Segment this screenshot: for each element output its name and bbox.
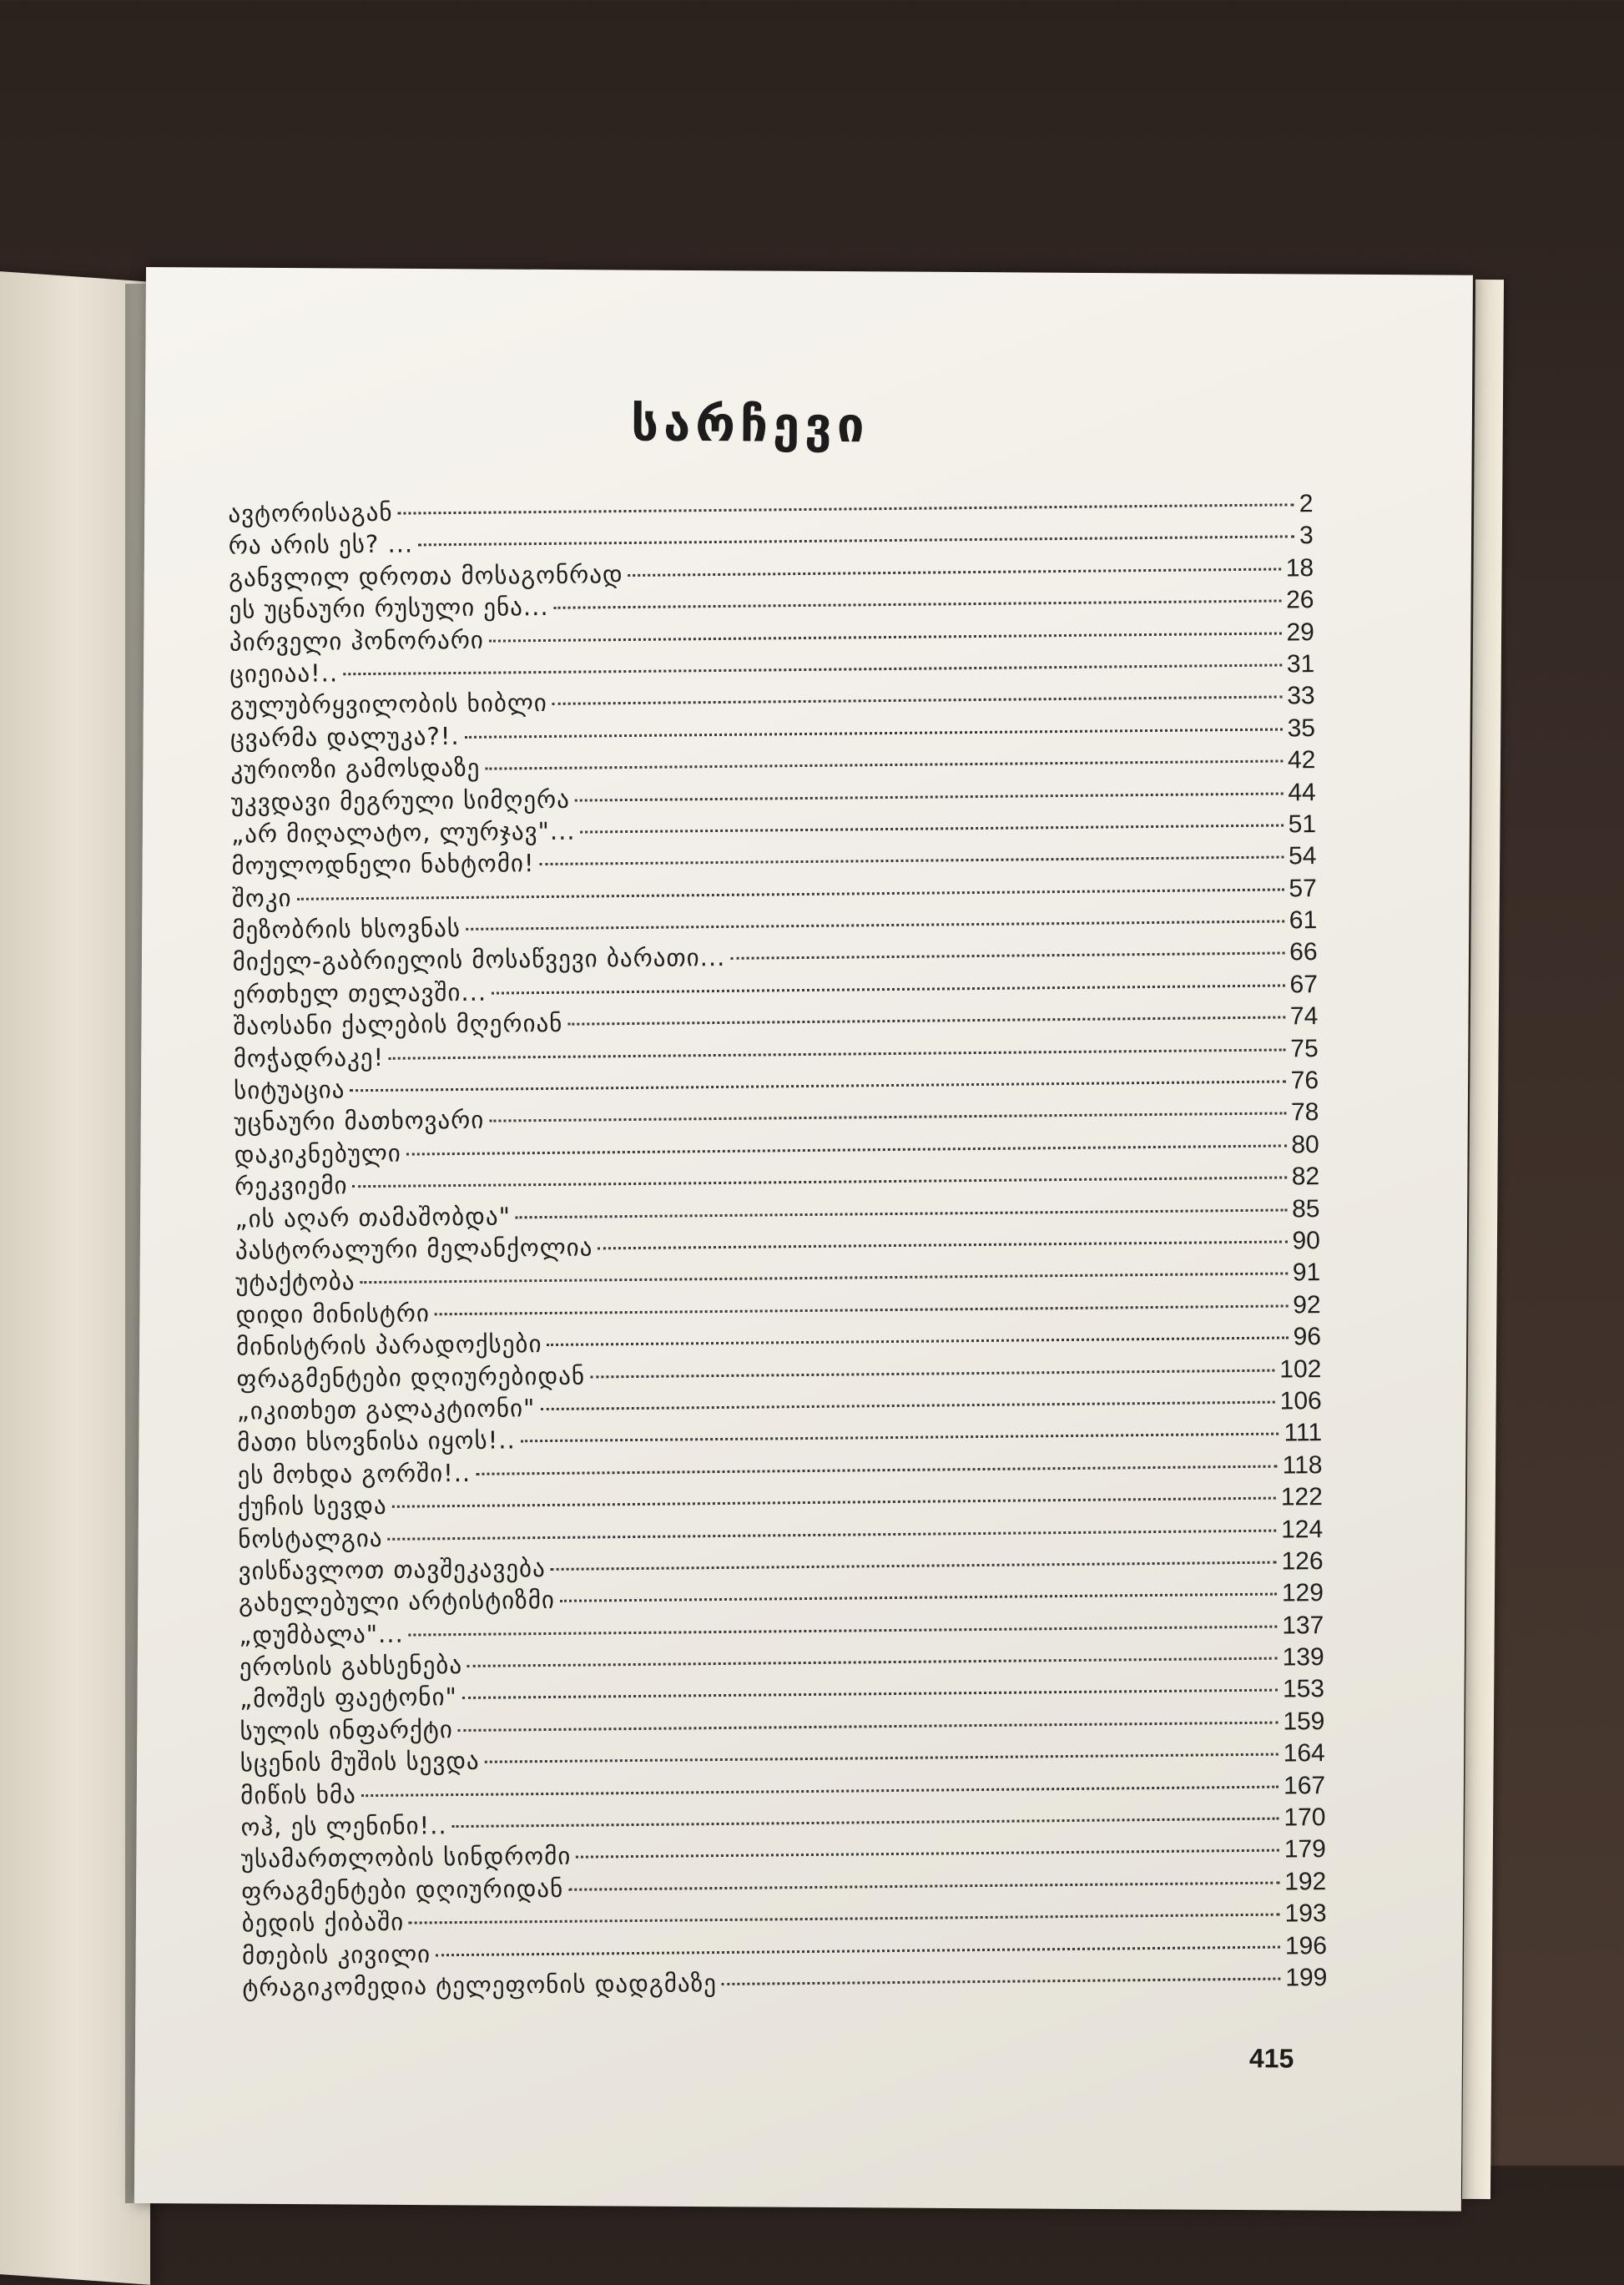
toc-entry-title: მოულოდნელი ნახტომი! xyxy=(231,849,535,880)
toc-entry-title: დაკიკნებული xyxy=(234,1138,401,1169)
dot-leader xyxy=(398,503,1294,514)
toc-entry-page: 96 xyxy=(1293,1323,1322,1351)
dot-leader xyxy=(568,1881,1279,1890)
toc-entry-page: 102 xyxy=(1279,1354,1322,1384)
toc-entry-title: გულუბრყვილობის ხიბლი xyxy=(229,689,547,720)
page-number: 415 xyxy=(1248,2043,1294,2074)
toc-entry-title: უტაქტობა xyxy=(235,1267,356,1297)
toc-entry-page: 159 xyxy=(1283,1707,1325,1736)
toc-entry-page: 80 xyxy=(1291,1130,1319,1159)
dot-leader xyxy=(343,663,1282,675)
toc-entry-title: უსამართლობის სინდრომი xyxy=(240,1842,572,1874)
dot-leader xyxy=(485,1753,1279,1763)
toc-entry-page: 129 xyxy=(1281,1579,1324,1607)
dot-leader xyxy=(575,792,1284,801)
dot-leader xyxy=(722,1978,1280,1985)
dot-leader xyxy=(581,824,1284,833)
dot-leader xyxy=(489,1112,1286,1122)
toc-entry-title: მოჭადრაკე! xyxy=(233,1042,385,1073)
toc-entry-page: 26 xyxy=(1285,586,1314,614)
toc-entry-page: 85 xyxy=(1291,1194,1320,1223)
dot-leader xyxy=(462,1689,1278,1699)
toc-entry-page: 66 xyxy=(1289,938,1318,966)
toc-entry-page: 54 xyxy=(1288,842,1317,870)
toc-entry-page: 82 xyxy=(1291,1163,1320,1191)
toc-entry-title: მიქელ-გაბრიელის მოსაწვევი ბარათი... xyxy=(232,943,726,977)
toc-entry-title: ნოსტალგია xyxy=(238,1523,383,1554)
book-page xyxy=(134,267,1473,2212)
toc-entry-page: 44 xyxy=(1288,778,1316,806)
toc-entry-title: სიტუაცია xyxy=(233,1075,345,1105)
toc-entry-page: 118 xyxy=(1282,1450,1323,1480)
dot-leader xyxy=(540,856,1284,866)
toc-entry-title: მიწის ხმა xyxy=(240,1779,356,1810)
toc-entry-title: პირველი ჰონორარი xyxy=(229,625,484,657)
dot-leader xyxy=(516,1208,1287,1218)
dot-leader xyxy=(485,760,1283,770)
toc-entry-title: ავტორისაგან xyxy=(228,497,393,528)
toc-entry-page: 124 xyxy=(1280,1515,1324,1544)
dot-leader xyxy=(409,1625,1278,1636)
toc-entry-page: 167 xyxy=(1283,1771,1326,1800)
dot-leader xyxy=(540,1401,1274,1410)
toc-entry-page: 170 xyxy=(1284,1803,1326,1832)
dot-leader xyxy=(598,1240,1287,1249)
toc-entry-page: 78 xyxy=(1290,1098,1319,1127)
toc-entry-page: 164 xyxy=(1283,1739,1325,1768)
toc-entry-page: 193 xyxy=(1284,1899,1327,1928)
dot-leader xyxy=(353,1177,1287,1188)
dot-leader xyxy=(361,1785,1279,1797)
dot-leader xyxy=(467,1657,1278,1667)
toc-entry-title: ციეიაა!.. xyxy=(229,658,339,689)
dot-leader xyxy=(576,1849,1279,1859)
toc-entry-page: 67 xyxy=(1289,970,1319,999)
dot-leader xyxy=(418,536,1294,547)
toc-entry-title: „დუმბალა"... xyxy=(239,1619,404,1650)
toc-entry-title: დიდი მინისტრი xyxy=(235,1299,431,1329)
toc-entry-title: მათი ხსოვნისა იყოს!.. xyxy=(236,1425,516,1457)
toc-entry-title: შაოსანი ქალების მღერიან xyxy=(233,1009,563,1041)
toc-entry-title: „ის აღარ თამაშობდა" xyxy=(235,1201,512,1233)
dot-leader xyxy=(436,1945,1280,1956)
dot-leader xyxy=(389,1048,1285,1059)
dot-leader xyxy=(590,1369,1274,1378)
toc-entry-title: ქუჩის სევდა xyxy=(237,1491,387,1521)
toc-entry-page: 92 xyxy=(1293,1290,1321,1319)
dot-leader xyxy=(388,1529,1277,1540)
dot-leader xyxy=(552,696,1283,705)
toc-entry-title: უკვდავი მეგრული სიმღერა xyxy=(230,784,570,817)
toc-entry-page: 192 xyxy=(1284,1867,1327,1896)
dot-leader xyxy=(465,728,1283,738)
dot-leader xyxy=(409,1914,1279,1924)
dot-leader xyxy=(554,600,1282,609)
toc-entry-page: 2 xyxy=(1299,490,1314,518)
dot-leader xyxy=(392,1497,1276,1508)
toc-entry-page: 126 xyxy=(1281,1546,1324,1576)
dot-leader xyxy=(466,921,1284,931)
toc-entry-title: მთების კივილი xyxy=(241,1939,431,1970)
toc-entry-page: 31 xyxy=(1286,650,1315,678)
toc-entry-page: 139 xyxy=(1282,1643,1324,1672)
toc-entry-title: სულის ინფარქტი xyxy=(240,1714,453,1746)
dot-leader xyxy=(551,1561,1277,1570)
toc-entry-title: ოჰ, ეს ლენინი!.. xyxy=(240,1811,447,1842)
toc-entry-page: 122 xyxy=(1280,1483,1323,1511)
toc-entry-page: 106 xyxy=(1279,1387,1322,1415)
toc-entry-title: რეკვიემი xyxy=(235,1171,348,1201)
toc-entry-page: 153 xyxy=(1282,1675,1325,1703)
toc-entry-page: 51 xyxy=(1288,810,1317,839)
page-title: სარჩევი xyxy=(630,395,870,454)
toc-entry-page: 57 xyxy=(1289,874,1317,903)
dot-leader xyxy=(458,1721,1279,1731)
toc-entry-title: ერთხელ თელავში... xyxy=(232,977,487,1009)
toc-entry-page: 90 xyxy=(1292,1227,1321,1255)
toc-entry-title: შოკი xyxy=(231,883,292,913)
dot-leader xyxy=(406,1144,1287,1155)
toc-entry-title: ტრაგიკომედია ტელეფონის დადგმაზე xyxy=(242,1969,718,2002)
toc-entry-title: რა არის ეს? ... xyxy=(228,529,414,560)
dot-leader xyxy=(492,984,1285,994)
dot-leader xyxy=(297,888,1284,900)
toc-entry-title: განვლილ დროთა მოსაგონრად xyxy=(229,559,623,593)
toc-entry-title: ბედის ქიბაში xyxy=(241,1907,405,1938)
toc-entry-title: მინისტრის პარადოქსები xyxy=(235,1329,542,1361)
toc-entry-title: კურიოზი გამოსდაზე xyxy=(230,753,481,784)
dot-leader xyxy=(567,1016,1285,1026)
toc-entry-title: „მოშეს ფაეტონი" xyxy=(239,1682,457,1713)
dot-leader xyxy=(628,567,1281,577)
toc-entry-page: 74 xyxy=(1289,1002,1319,1031)
toc-entry-page: 61 xyxy=(1289,906,1318,935)
toc-entry-title: ვისწავლოთ თავშეკავება xyxy=(238,1553,546,1586)
toc-entry-page: 199 xyxy=(1285,1964,1328,1992)
toc-entry-page: 111 xyxy=(1284,1419,1323,1447)
toc-entry-title: ცვარმა დალუკა?!. xyxy=(229,721,460,753)
toc-entry-page: 137 xyxy=(1282,1611,1324,1640)
toc-entry-title: ეს მოხდა გორში!.. xyxy=(237,1458,472,1490)
toc-entry-page: 18 xyxy=(1285,553,1314,583)
toc-entry-title: ეროსის გახსენება xyxy=(239,1651,463,1682)
toc-entry-title: უცნაური მათხოვარი xyxy=(234,1106,485,1137)
toc-entry-title: „არ მიღალატო, ლურჯავ"... xyxy=(230,816,576,849)
dot-leader xyxy=(452,1818,1279,1829)
toc-entry-page: 35 xyxy=(1287,714,1316,743)
toc-entry-page: 29 xyxy=(1286,618,1315,647)
toc-entry-page: 75 xyxy=(1290,1034,1319,1063)
toc-entry-title: სცენის მუშის სევდა xyxy=(240,1747,480,1778)
dot-leader xyxy=(350,1081,1285,1092)
toc-entry-title: ფრაგმენტები დღიურებიდან xyxy=(236,1361,586,1394)
dot-leader xyxy=(730,952,1284,960)
toc-entry-page: 91 xyxy=(1292,1259,1321,1287)
toc-entry-title: მეზობრის ხსოვნას xyxy=(232,914,461,945)
dot-leader xyxy=(521,1433,1279,1443)
dot-leader xyxy=(476,1465,1277,1475)
dot-leader xyxy=(361,1273,1288,1284)
toc-entry-title: გახელებული არტისტიზმი xyxy=(238,1586,556,1617)
dot-leader xyxy=(547,1337,1288,1347)
toc-entry-title: ფრაგმენტები დღიურიდან xyxy=(241,1874,564,1906)
toc-entry-page: 42 xyxy=(1287,746,1316,774)
toc-entry-page: 3 xyxy=(1299,522,1314,550)
toc-entry-page: 196 xyxy=(1284,1931,1328,1960)
table-of-contents xyxy=(228,489,1327,2005)
toc-entry-page: 33 xyxy=(1287,682,1315,710)
toc-entry-title: პასტორალური მელანქოლია xyxy=(235,1233,593,1265)
dot-leader xyxy=(560,1593,1277,1602)
toc-entry-title: ეს უცნაური რუსული ენა... xyxy=(229,593,549,624)
toc-entry-title: „იკითხეთ გალაკტიონი" xyxy=(236,1394,536,1425)
dot-leader xyxy=(489,632,1282,642)
toc-entry-page: 76 xyxy=(1290,1067,1319,1095)
dot-leader xyxy=(435,1304,1288,1315)
toc-entry-page: 179 xyxy=(1284,1835,1327,1864)
